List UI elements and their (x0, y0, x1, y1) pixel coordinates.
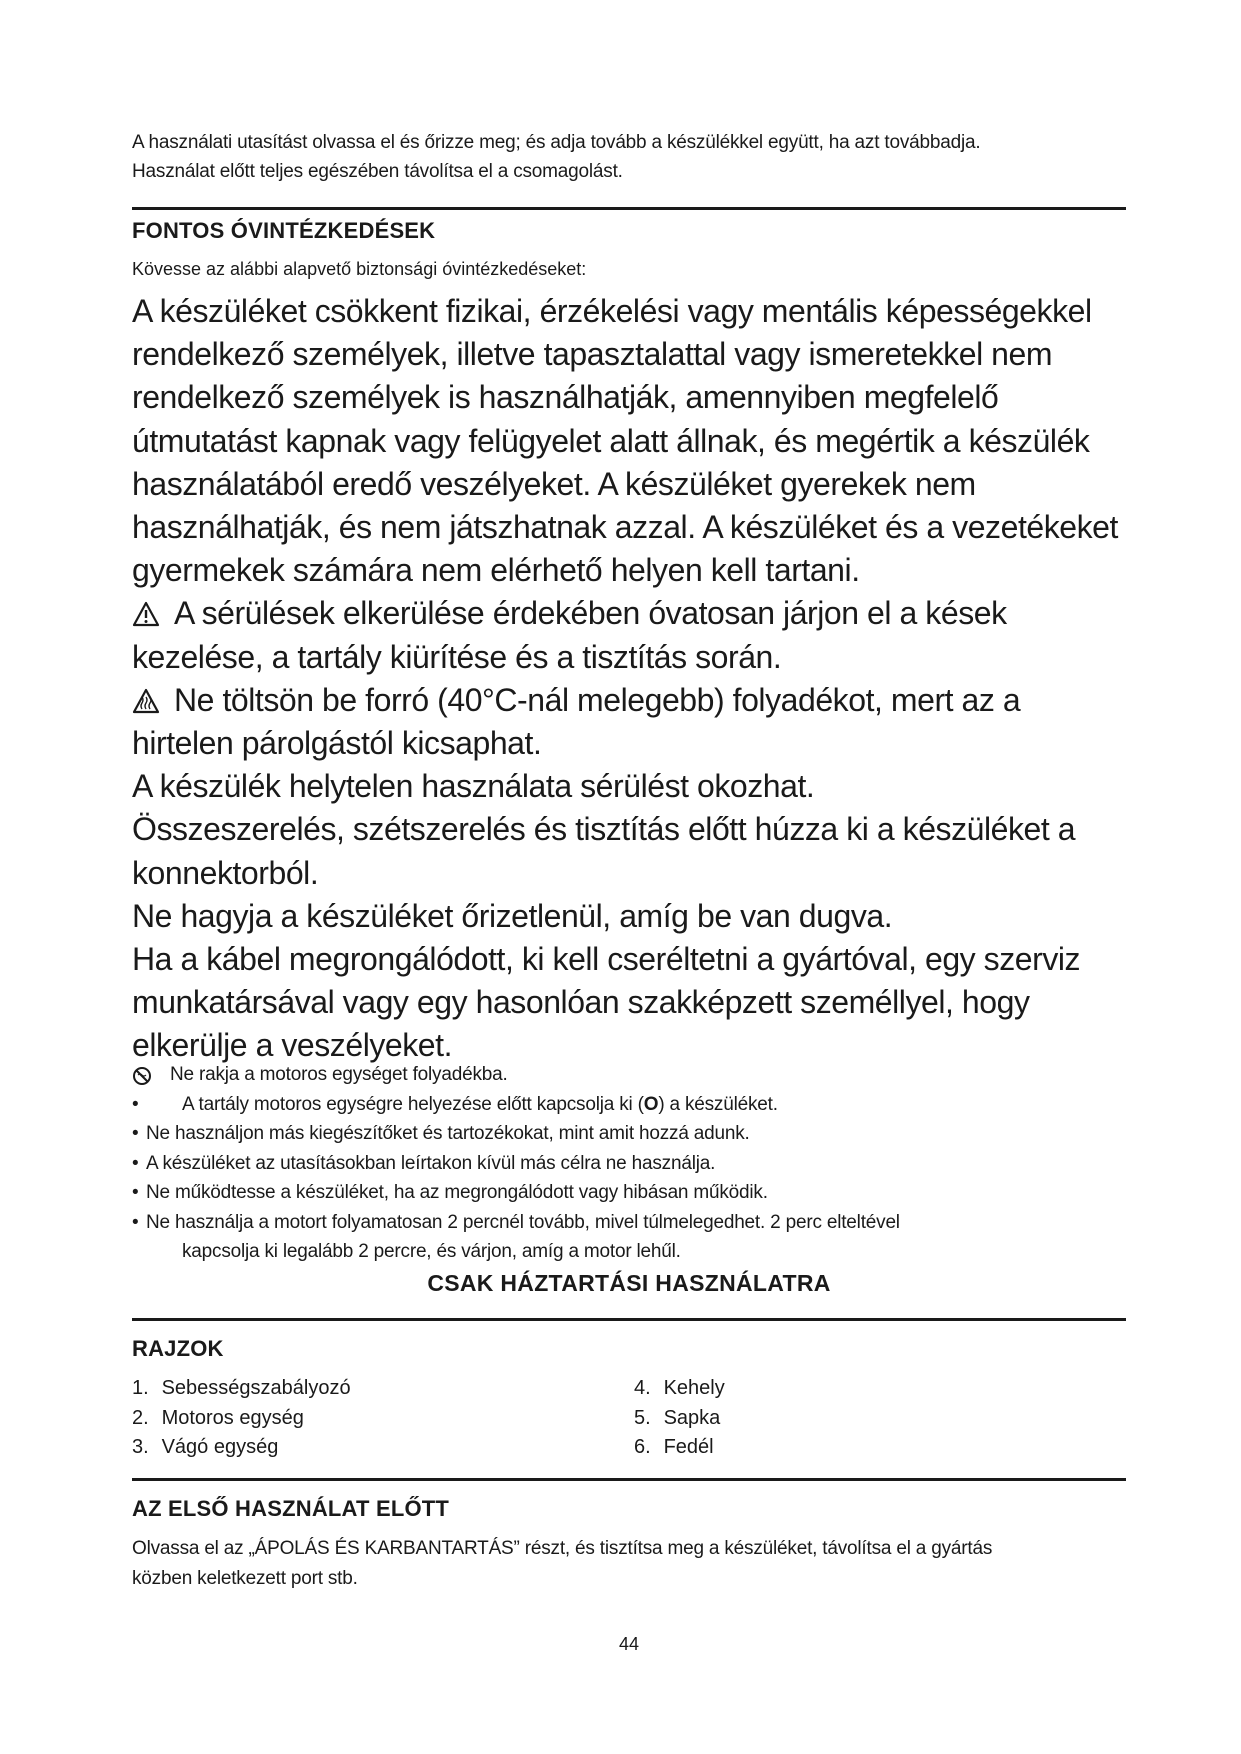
do-not-immerse-icon (132, 1066, 152, 1086)
list-item-text: Ne használjon más kiegészítőket és tartozékokat, mint amit hozzá adunk. (146, 1123, 750, 1144)
safety-lead: Kövesse az alábbi alapvető biztonsági óvintézkedéseket: (132, 259, 587, 279)
safety-paragraph: Ne hagyja a készüléket őrizetlenül, amíg be van dugva. (132, 897, 893, 934)
list-item-text: ) a készüléket. (658, 1093, 778, 1115)
safety-paragraph: Ha a kábel megrongálódott, ki kell cseréltetni a gyártóval, egy szerviz munkatársával vagy egy hasonlóan szakképzett személlyel, hogy elkerülje a veszélyeket. (132, 941, 1081, 1064)
first-use-line: Olvassa el az „ÁPOLÁS ÉS KARBANTARTÁS” részt, és tisztítsa meg a készüléket, távolítsa el a gyártás (132, 1538, 993, 1559)
off-symbol: O (643, 1093, 659, 1115)
first-use-heading: AZ ELSŐ HASZNÁLAT ELŐTT (132, 1496, 450, 1521)
part-label: Vágó egység (161, 1436, 279, 1458)
list-item-text: A készüléket az utasításokban leírtakon kívül más célra ne használja. (146, 1152, 716, 1174)
list-item (132, 1060, 1126, 1090)
safety-large-text (132, 290, 1126, 1068)
bullet: • (132, 1123, 139, 1144)
intro-text (132, 128, 1126, 186)
list-item-continuation: kapcsolja ki legalább 2 percre, és várjon, amíg a motor lehűl. (182, 1241, 681, 1262)
safety-paragraph: A készüléket csökkent fizikai, érzékelési vagy mentális képességekkel rendelkező személyek, illetve tapasztalattal vagy ismeretekkel nem rendelkező személyek is használhatják, amennyiben megfelelő útmutatást kapnak vagy felügyelet alatt állnak, és megértik a készülék használatából eredő veszélyeket. A készüléket gyerekek nem használhatják, és nem játszhatnak azzal. A készüléket és a vezetékeket gyermekek számára nem elérhető helyen kell tartani. (132, 293, 1118, 589)
part-number: 3. (132, 1436, 149, 1458)
part-label: Sapka (663, 1406, 721, 1429)
safety-paragraph: Összeszerelés, szétszerelés és tisztítás előtt húzza ki a készüléket a konnektorból. (132, 811, 1076, 891)
part-label: Kehely (663, 1377, 725, 1399)
bullet: • (132, 1182, 139, 1203)
part-item (634, 1433, 725, 1463)
list-item-text: A tartály motoros egységre helyezése előtt kapcsolja ki ( (182, 1093, 644, 1115)
part-number: 1. (132, 1377, 149, 1399)
list-item (132, 1178, 1126, 1208)
part-label: Fedél (663, 1436, 714, 1458)
safety-small-list (132, 1060, 1126, 1267)
section-divider (132, 1318, 1126, 1321)
household-use-notice: CSAK HÁZTARTÁSI HASZNÁLATRA (427, 1270, 831, 1296)
first-use-line: közben keletkezett port stb. (132, 1568, 358, 1589)
safety-paragraph: A készülék helytelen használata sérülést okozhat. (132, 768, 815, 805)
part-item (132, 1374, 351, 1404)
part-item (634, 1404, 725, 1434)
part-number: 4. (634, 1377, 651, 1399)
drawings-heading: RAJZOK (132, 1336, 224, 1361)
safety-hot-text: Ne töltsön be forró (40°C-nál melegebb) folyadékot, mert az a hirtelen párolgástól kicsaphat. (132, 681, 1021, 762)
page-number: 44 (618, 1634, 640, 1654)
bullet: • (132, 1152, 139, 1174)
list-item-text: Ne rakja a motoros egységet folyadékba. (170, 1064, 508, 1085)
section-divider (132, 1478, 1126, 1481)
part-label: Sebességszabályozó (161, 1377, 351, 1399)
part-number: 6. (634, 1436, 651, 1458)
safety-paragraph-warning (132, 592, 1126, 678)
safety-warning-text: A sérülések elkerülése érdekében óvatosan járjon el a kések kezelése, a tartály kiürítése és a tisztítás során. (132, 595, 1007, 675)
safety-paragraph-hot (132, 679, 1126, 765)
section-divider (132, 207, 1126, 210)
list-item-text: Ne működtesse a készüléket, ha az megrongálódott vagy hibásan működik. (146, 1182, 768, 1203)
hot-surface-warning-icon (132, 688, 160, 714)
intro-line: Használat előtt teljes egészében távolítsa el a csomagolást. (132, 161, 623, 182)
parts-column (132, 1374, 351, 1463)
part-item (634, 1374, 725, 1404)
part-number: 5. (634, 1406, 651, 1429)
list-item-text: Ne használja a motort folyamatosan 2 percnél tovább, mivel túlmelegedhet. 2 perc elteltével (146, 1211, 900, 1233)
bullet: • (132, 1093, 139, 1115)
manual-page (132, 0, 1126, 1754)
parts-column (634, 1374, 725, 1463)
part-item (132, 1433, 351, 1463)
part-number: 2. (132, 1406, 149, 1429)
list-item (132, 1208, 1126, 1238)
list-item (132, 1149, 1126, 1179)
bullet: • (132, 1211, 139, 1233)
list-item (132, 1090, 1126, 1120)
list-item (132, 1119, 1126, 1149)
warning-triangle-icon (132, 601, 160, 627)
first-use-text (132, 1534, 1126, 1594)
safety-heading: FONTOS ÓVINTÉZKEDÉSEK (132, 218, 436, 243)
intro-line: A használati utasítást olvassa el és őrizze meg; és adja tovább a készülékkel együtt, ha azt továbbadja. (132, 132, 981, 153)
part-item (132, 1404, 351, 1434)
part-label: Motoros egység (161, 1406, 304, 1429)
